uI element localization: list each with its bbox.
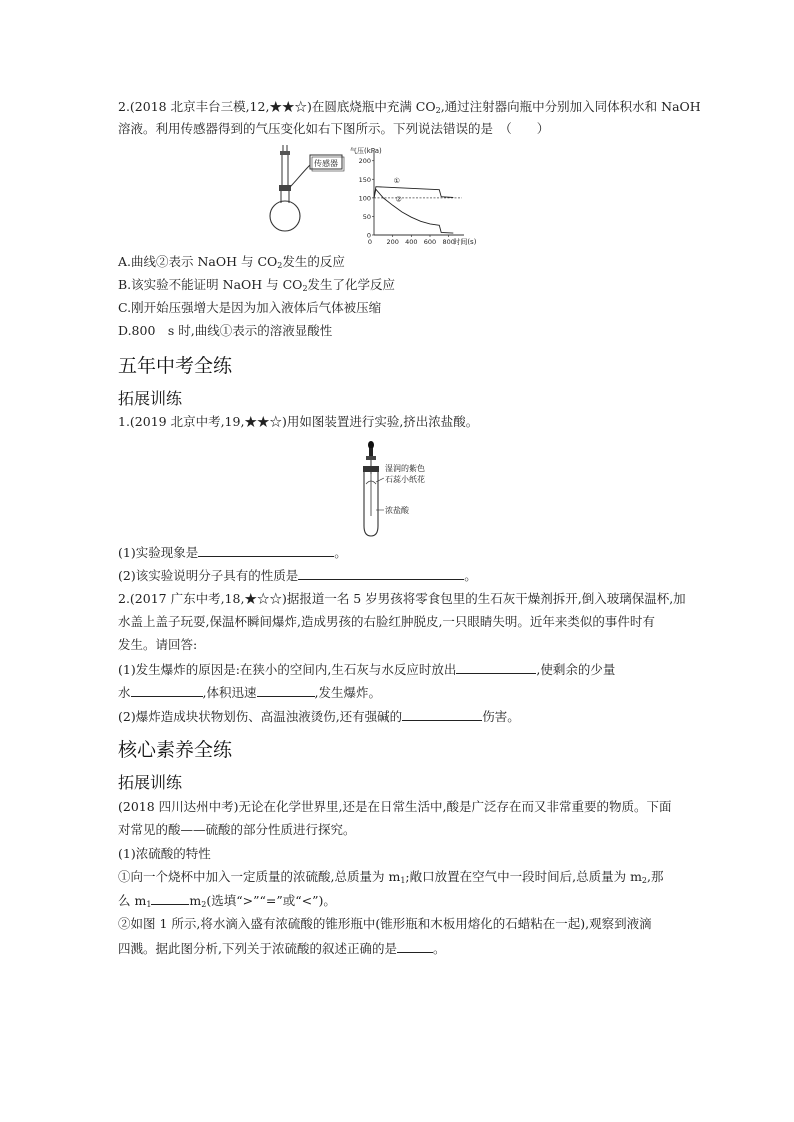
- q2-stem-line1: [118, 99, 701, 119]
- question-text: ①向一个烧杯中加入一定质量的浓硫酸,总质量为 m: [118, 869, 401, 884]
- sec2-line6: ②如图 1 所示,将水滴入盛有浓硫酸的锥形瓶中(锥形瓶和木板用熔化的石蜡粘在一起),观察到液滴: [118, 916, 652, 931]
- subscript: 1: [400, 876, 406, 885]
- chart-title: 气压(kPa): [350, 147, 382, 155]
- q1-part2: [118, 567, 477, 584]
- punctuation: 。: [464, 568, 477, 583]
- option-text: A.曲线②表示 NaOH 与 CO: [118, 254, 278, 269]
- section-subtitle: 拓展训练: [118, 389, 183, 408]
- question-text: ,使剩余的少量: [536, 662, 616, 677]
- option-c[interactable]: C.刚开始压强增大是因为加入液体后气体被压缩: [118, 300, 382, 315]
- subscript: 2: [277, 261, 283, 270]
- question-text: m: [189, 893, 202, 908]
- question-text: (2)该实验说明分子具有的性质是: [118, 568, 299, 583]
- pressure-chart: [344, 143, 477, 247]
- sec2-line5: [118, 892, 336, 913]
- q2b-stem-line2: 水盖上盖子玩耍,保温杯瞬间爆炸,造成男孩的右脸红肿脱皮,一只眼睛失明。近年来类似的事件时有: [118, 614, 655, 629]
- punctuation: 。: [334, 545, 347, 560]
- question-text: 么 m: [118, 893, 147, 908]
- sec2-line7: [118, 940, 446, 957]
- sec2-line1: (2018 四川达州中考)无论在化学世界里,还是在日常生活中,酸是广泛存在而又非常重要的物质。下面: [118, 799, 672, 814]
- question-text: ,体积迅速: [202, 685, 257, 700]
- answer-blank[interactable]: [257, 684, 315, 697]
- figure-label: 石蕊小纸花: [385, 475, 425, 484]
- question-text: (2)爆炸造成块状物划伤、高温浊液烫伤,还有强碱的: [118, 709, 403, 724]
- subscript: 2: [641, 876, 648, 885]
- series-label: ②: [395, 195, 402, 204]
- subscript: 1: [146, 900, 152, 909]
- option-text: B.该实验不能证明 NaOH 与 CO: [118, 277, 303, 292]
- question-text: ;敞口放置在空气中一段时间后,总质量为 m: [405, 869, 642, 884]
- q2b-part1-line1: [118, 661, 615, 678]
- option-b[interactable]: [118, 277, 395, 297]
- question-text: (选填“>”“=”或“<”)。: [206, 893, 336, 908]
- q1-part1: [118, 544, 347, 561]
- q2-stem-text: 2.(2018 北京丰台三模,12,★★☆)在圆底烧瓶中充满 CO: [118, 99, 436, 114]
- sensor-label: 传感器: [314, 159, 338, 168]
- figure-label: 浓盐酸: [385, 506, 409, 515]
- q1-stem: 1.(2019 北京中考,19,★★☆)用如图装置进行实验,挤出浓盐酸。: [118, 414, 479, 429]
- x-tick-label: 0: [367, 238, 373, 246]
- q2-stem-text: ,通过注射器向瓶中分别加入同体积水和 NaOH: [440, 99, 701, 114]
- answer-blank[interactable]: [131, 684, 203, 697]
- figure-label: 湿润的紫色: [385, 464, 425, 473]
- x-tick-label: 400: [405, 238, 418, 246]
- answer-blank[interactable]: [456, 661, 536, 674]
- answer-blank[interactable]: [151, 892, 189, 905]
- y-tick-label: 50: [362, 212, 371, 221]
- x-tick-label: 600: [423, 238, 437, 246]
- option-d[interactable]: D.800 s 时,曲线①表示的溶液显酸性: [118, 323, 333, 338]
- question-text: ,那: [647, 869, 664, 884]
- x-tick-label: 800: [442, 238, 455, 246]
- section-subtitle: 拓展训练: [118, 773, 183, 792]
- question-text: 伤害。: [482, 709, 520, 724]
- x-tick-label: 200: [386, 238, 399, 246]
- section-title: 核心素养全练: [118, 739, 233, 761]
- option-text: 发生了化学反应: [307, 277, 396, 292]
- q2b-stem-line3: 发生。请回答:: [118, 637, 198, 652]
- question-text: ,发生爆炸。: [314, 685, 381, 700]
- sec2-line3: (1)浓硫酸的特性: [118, 846, 211, 861]
- question-text: 四溅。据此图分析,下列关于浓硫酸的叙述正确的是: [118, 941, 397, 956]
- answer-blank[interactable]: [298, 567, 464, 580]
- q2b-part1-line2: [118, 684, 381, 701]
- subscript: 2: [435, 106, 441, 115]
- question-text: (1)实验现象是: [118, 545, 199, 560]
- q2b-part2: [118, 708, 520, 725]
- answer-blank[interactable]: [402, 708, 482, 721]
- section-title: 五年中考全练: [118, 355, 233, 377]
- series-line: [374, 187, 453, 198]
- y-tick-label: 200: [358, 157, 371, 166]
- question-text: (1)发生爆炸的原因是:在狭小的空间内,生石灰与水反应时放出: [118, 662, 457, 677]
- sec2-line2: 对常见的酸——硫酸的部分性质进行探究。: [118, 822, 356, 837]
- x-axis-label: 时间(s): [453, 238, 477, 246]
- question-text: 水: [118, 685, 131, 700]
- q2-stem-line2: 溶液。利用传感器得到的气压变化如右下图所示。下列说法错误的是 （ ）: [118, 121, 550, 136]
- answer-blank[interactable]: [397, 940, 433, 953]
- option-a[interactable]: [118, 254, 345, 274]
- flask-apparatus-figure: [266, 143, 356, 239]
- sec2-line4: [118, 869, 664, 889]
- answer-blank[interactable]: [198, 544, 334, 557]
- subscript: 2: [302, 284, 308, 293]
- subscript: 2: [201, 900, 207, 909]
- y-tick-label: 100: [358, 194, 371, 203]
- punctuation: 。: [432, 941, 446, 956]
- q2b-stem-line1: 2.(2017 广东中考,18,★☆☆)据报道一名 5 岁男孩将零食包里的生石灰干燥剂拆开,倒入玻璃保温杯,加: [118, 591, 686, 606]
- option-text: 发生的反应: [282, 254, 345, 269]
- y-tick-label: 0: [366, 231, 371, 240]
- y-tick-label: 150: [358, 175, 371, 184]
- series-label: ①: [393, 177, 400, 185]
- test-tube-figure: [350, 440, 460, 540]
